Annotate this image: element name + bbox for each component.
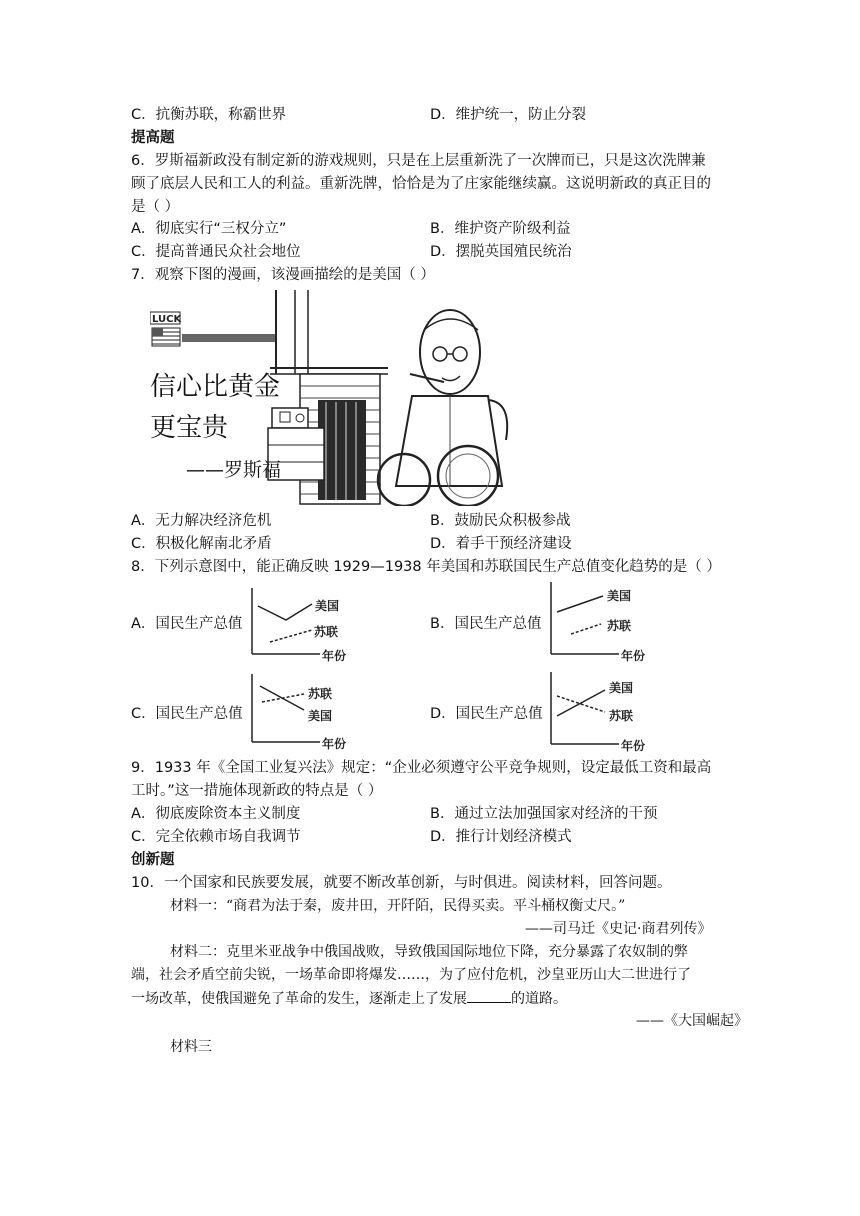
q10-material3-label: 材料三 [170, 1039, 212, 1055]
q10-material2-line2: 端，社会矛盾空前尖锐，一场革命即将爆发……，为了应付危机，沙皇亚历山大二世进行了 [131, 967, 691, 983]
q8-graph-b-ussr-label: 苏联 [607, 619, 632, 633]
section-advanced-title: 提高题 [131, 130, 175, 146]
q10-material2-line3 [131, 988, 567, 1009]
q9-stem-line1: 9．1933 年《全国工业复兴法》规定：“企业必须遵守公平竞争规则，设定最低工资和最高 [131, 760, 712, 776]
q8-stem: 8．下列示意图中，能正确反映 1929—1938 年美国和苏联国民生产总值变化趋势的是（ ） [131, 559, 721, 575]
q10-stem: 10．一个国家和民族要发展，就要不断改革创新，与时俱进。阅读材料，回答问题。 [131, 875, 672, 891]
q6-option-c[interactable]: C．提高普通民众社会地位 [131, 244, 301, 260]
q6-option-d[interactable]: D．摆脱英国殖民统治 [430, 244, 572, 260]
q9-option-d[interactable]: D．推行计划经济模式 [430, 829, 572, 845]
q8-option-c[interactable]: C．国民生产总值 [131, 706, 243, 722]
section-innovation-title: 创新题 [131, 852, 175, 868]
q7-stem: 7．观察下图的漫画，该漫画描绘的是美国（ ） [131, 267, 435, 283]
q8-graph-a-xaxis-label: 年份 [322, 649, 346, 663]
q8-graph-a-ussr-label: 苏联 [314, 625, 339, 639]
q9-stem-line2: 工时。”这一措施体现新政的特点是（ ） [131, 783, 383, 799]
q10-material2-source: ——《大国崛起》 [636, 1013, 748, 1029]
q10-material2-line1: 材料二：克里米亚战争中俄国战败，导致俄国国际地位下降，充分暴露了农奴制的弊 [170, 944, 688, 960]
q7-option-d[interactable]: D．着手干预经济建设 [430, 536, 572, 552]
q8-graph-c-xaxis-label: 年份 [322, 737, 346, 751]
q8-graph-b [545, 582, 655, 664]
q10-answer-blank[interactable] [467, 988, 511, 1003]
q10-material1-source: ——司马迁《史记·商君列传》 [525, 921, 712, 937]
q8-graph-c-ussr-label: 苏联 [308, 687, 333, 701]
q8-graph-c [246, 674, 346, 754]
cartoon-caption-line2: 更宝贵 [150, 413, 229, 443]
q9-option-b[interactable]: B．通过立法加强国家对经济的干预 [430, 806, 658, 822]
q8-graph-b-xaxis-label: 年份 [621, 649, 646, 663]
q6-option-b[interactable]: B．维护资产阶级利益 [430, 221, 571, 237]
q7-option-b[interactable]: B．鼓励民众积极参战 [430, 513, 571, 529]
q5-option-d[interactable]: D．维护统一，防止分裂 [430, 107, 587, 123]
cartoon-caption-line1: 信心比黄金 [150, 372, 281, 402]
q5-option-c[interactable]: C．抗衡苏联，称霸世界 [131, 107, 287, 123]
q8-graph-a [246, 588, 346, 664]
q8-option-a[interactable]: A．国民生产总值 [131, 616, 243, 632]
q9-option-c[interactable]: C．完全依赖市场自我调节 [131, 829, 301, 845]
q6-stem-line3: 是（ ） [131, 199, 180, 215]
q10-material2-line3-end: 的道路。 [511, 991, 567, 1007]
cartoon-caption-line3: ——罗斯福 [186, 459, 282, 481]
q8-graph-c-usa-label: 美国 [308, 709, 333, 723]
q10-material1: 材料一：“商君为法于秦，废井田，开阡陌，民得买卖。平斗桶权衡丈尺。” [170, 898, 626, 914]
q8-graph-d-xaxis-label: 年份 [621, 739, 646, 753]
q6-option-a[interactable]: A．彻底实行“三权分立” [131, 221, 287, 237]
q8-option-b[interactable]: B．国民生产总值 [430, 616, 542, 632]
q10-material2-line3-text: 一场改革，使俄国避免了革命的发生，逐渐走上了发展 [131, 991, 467, 1007]
q6-stem-line1: 6．罗斯福新政没有制定新的游戏规则，只是在上层重新洗了一次牌而已，只是这次洗牌兼 [131, 153, 706, 169]
q8-graph-d [545, 672, 655, 754]
q8-graph-d-usa-label: 美国 [609, 681, 634, 695]
roosevelt-cartoon-icon [150, 290, 512, 506]
cartoon-luck-text: LUCK [152, 314, 182, 325]
q7-option-a[interactable]: A．无力解决经济危机 [131, 513, 272, 529]
q9-option-a[interactable]: A．彻底废除资本主义制度 [131, 806, 301, 822]
q8-graph-a-usa-label: 美国 [315, 599, 340, 613]
q8-graph-b-usa-label: 美国 [607, 589, 632, 603]
q8-graph-d-ussr-label: 苏联 [609, 709, 634, 723]
q7-option-c[interactable]: C．积极化解南北矛盾 [131, 536, 272, 552]
q8-option-d[interactable]: D．国民生产总值 [430, 706, 543, 722]
q6-stem-line2: 顾了底层人民和工人的利益。重新洗牌，恰恰是为了庄家能继续赢。这说明新政的真正目的 [131, 176, 711, 192]
